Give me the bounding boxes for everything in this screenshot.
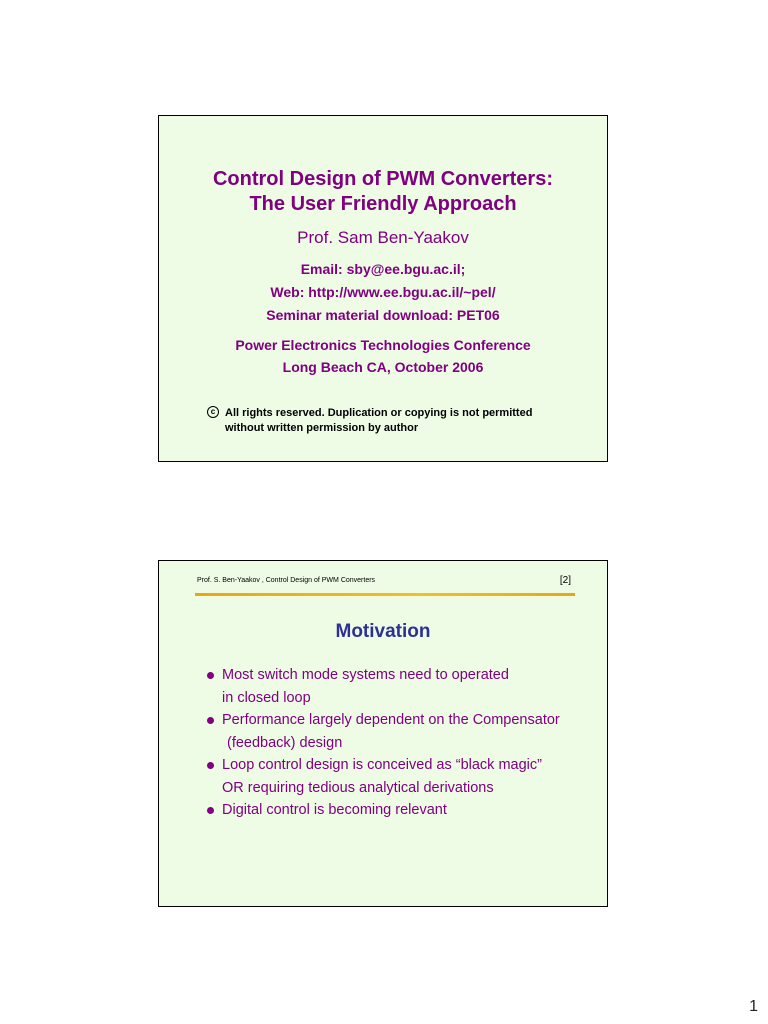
rights-line-2: without written permission by author <box>225 422 419 434</box>
author-name: Prof. Sam Ben-Yaakov <box>297 228 469 247</box>
author-email: Email: sby@ee.bgu.ac.il; <box>300 261 466 277</box>
bullet-list <box>207 664 560 822</box>
bullet-text: Performance largely dependent on the Compensator <box>222 712 560 728</box>
copyright-notice <box>207 406 532 436</box>
bullet-dot-icon <box>207 762 214 769</box>
bullet-dot-icon <box>207 807 214 814</box>
slide-2 <box>158 560 608 907</box>
bullet-dot-icon <box>207 717 214 724</box>
bullet-item <box>207 709 560 754</box>
bullet-item <box>207 664 560 709</box>
conference-name: Power Electronics Technologies Conference <box>235 337 531 353</box>
bullet-text: Most switch mode systems need to operated <box>222 667 509 683</box>
bullet-dot-icon <box>207 672 214 679</box>
bullet-item <box>207 754 560 799</box>
slide-1 <box>158 115 608 462</box>
bullet-text-continued: in closed loop <box>222 689 311 706</box>
slide-header-text: Prof. S. Ben-Yaakov , Control Design of PWM Converters <box>197 577 376 584</box>
slide-title-line-2: The User Friendly Approach <box>249 193 517 215</box>
bullet-text: Loop control design is conceived as “black magic” <box>222 757 542 773</box>
author-web: Web: http://www.ee.bgu.ac.il/~pel/ <box>270 284 496 300</box>
bullet-text-continued: OR requiring tedious analytical derivations <box>222 779 494 796</box>
bullet-text-continued: (feedback) design <box>227 734 343 751</box>
page-number: 1 <box>749 998 758 1015</box>
header-divider <box>195 593 575 596</box>
slide-number: [2] <box>559 575 571 586</box>
slide-title: Motivation <box>335 621 431 642</box>
conference-location: Long Beach CA, October 2006 <box>282 359 484 375</box>
bullet-item <box>207 799 560 822</box>
seminar-download: Seminar material download: PET06 <box>266 307 500 323</box>
slide-title-line-1: Control Design of PWM Converters: <box>212 168 553 190</box>
rights-line-1: All rights reserved. Duplication or copying is not permitted <box>225 407 533 419</box>
bullet-text: Digital control is becoming relevant <box>222 802 447 818</box>
copyright-icon: c <box>207 406 219 418</box>
